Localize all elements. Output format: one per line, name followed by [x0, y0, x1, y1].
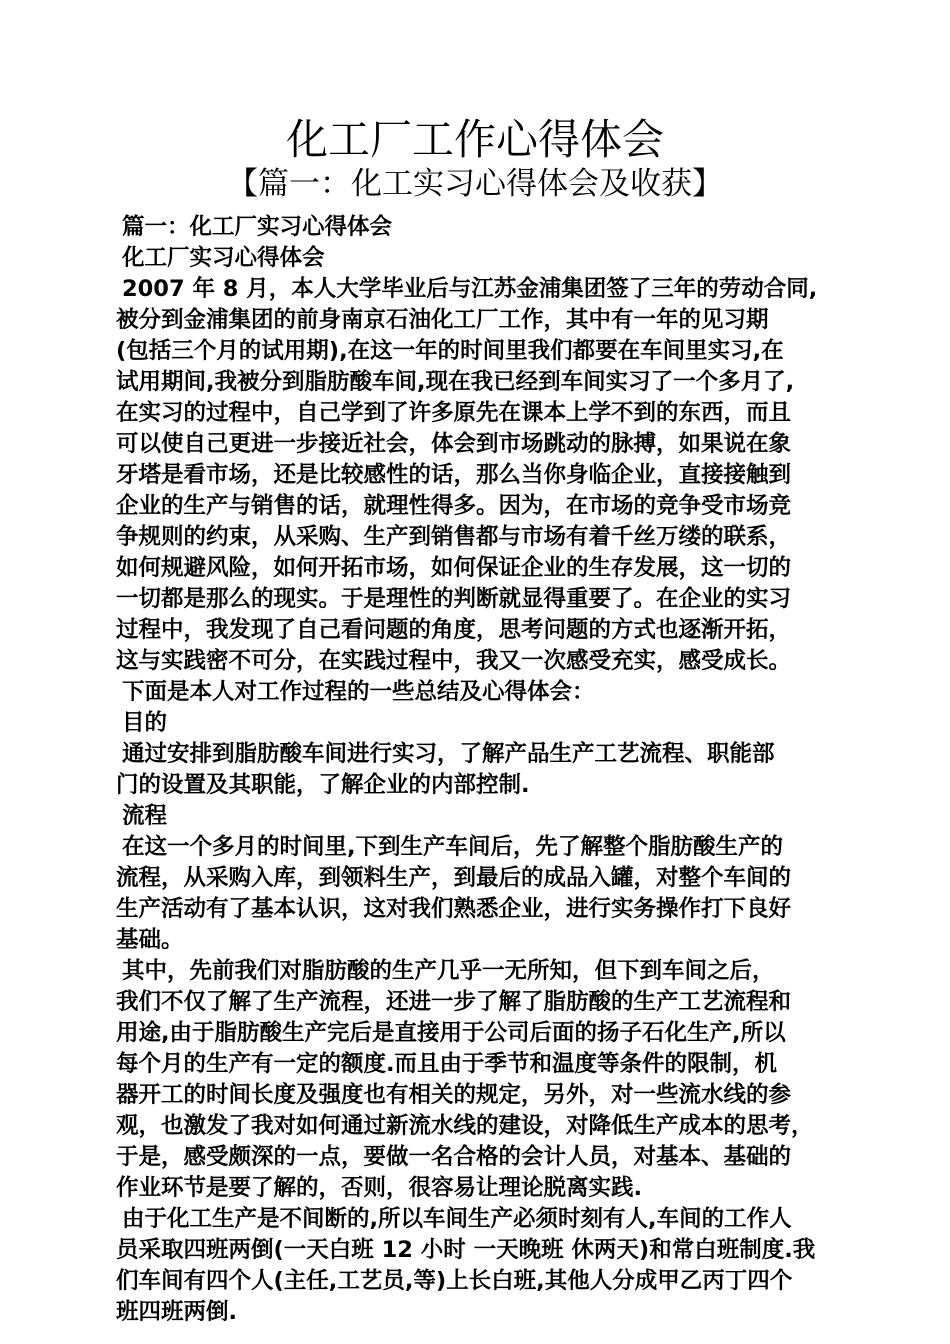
document-title: 化工厂工作心得体会: [285, 115, 664, 164]
body-line: 企业的生产与销售的话，就理性得多。因为，在市场的竞争受市场竞: [116, 493, 792, 519]
body-line: 在实习的过程中，自己学到了许多原先在课本上学不到的东西，而且: [116, 400, 792, 426]
body-line: 作业环节是要了解的，否则，很容易让理论脱离实践.: [116, 1175, 643, 1201]
body-line: 目的: [122, 710, 168, 736]
body-line: 2007 年 8 月，本人大学毕业后与江苏金浦集团签了三年的劳动合同,: [122, 276, 818, 302]
body-line: 试用期间,我被分到脂肪酸车间,现在我已经到车间实习了一个多月了,: [116, 369, 795, 395]
body-line: 用途,由于脂肪酸生产完后是直接用于公司后面的扬子石化生产,所以: [116, 1020, 786, 1046]
body-line: 这与实践密不可分，在实践过程中，我又一次感受充实，感受成长。: [116, 648, 792, 674]
body-line: 员采取四班两倒(一天白班 12 小时 一天晚班 休两天)和常白班制度.我: [116, 1237, 816, 1263]
body-line: 观，也激发了我对如何通过新流水线的建设，对降低生产成本的思考，: [116, 1113, 814, 1139]
body-line: 争规则的约束，从采购、生产到销售都与市场有着千丝万缕的联系，: [116, 524, 792, 550]
body-line: (包括三个月的试用期),在这一年的时间里我们都要在车间里实习,在: [116, 338, 784, 364]
body-line: 门的设置及其职能，了解企业的内部控制.: [116, 772, 530, 798]
body-line: 其中，先前我们对脂肪酸的生产几乎一无所知，但下到车间之后，: [122, 958, 775, 984]
body-line: 化工厂实习心得体会: [122, 245, 325, 271]
body-line: 过程中，我发现了自己看问题的角度，思考问题的方式也逐渐开拓，: [116, 617, 792, 643]
body-line: 牙塔是看市场，还是比较感性的话，那么当你身临企业，直接接触到: [116, 462, 792, 488]
body-line: 通过安排到脂肪酸车间进行实习，了解产品生产工艺流程、职能部: [122, 741, 775, 767]
body-line: 基础。: [116, 927, 184, 953]
body-line: 被分到金浦集团的前身南京石油化工厂工作，其中有一年的见习期: [116, 307, 769, 333]
body-line: 每个月的生产有一定的额度.而且由于季节和温度等条件的限制，机: [116, 1051, 778, 1077]
body-line: 篇一：化工厂实习心得体会: [122, 214, 393, 240]
body-line: 于是，感受颇深的一点，要做一名合格的会计人员，对基本、基础的: [116, 1144, 792, 1170]
body-line: 在这一个多月的时间里,下到生产车间后，先了解整个脂肪酸生产的: [122, 834, 784, 860]
body-line: 由于化工生产是不间断的,所以车间生产必须时刻有人,车间的工作人: [122, 1206, 792, 1232]
body-line: 器开工的时间长度及强度也有相关的规定，另外，对一些流水线的参: [116, 1082, 792, 1108]
body-line: 生产活动有了基本认识，这对我们熟悉企业，进行实务操作打下良好: [116, 896, 792, 922]
body-line: 可以使自己更进一步接近社会，体会到市场跳动的脉搏，如果说在象: [116, 431, 792, 457]
document-body: [116, 212, 846, 1328]
body-line: 我们不仅了解了生产流程，还进一步了解了脂肪酸的生产工艺流程和: [116, 989, 792, 1015]
body-line: 如何规避风险，如何开拓市场，如何保证企业的生存发展，这一切的: [116, 555, 792, 581]
document-subtitle: 【篇一：化工实习心得体会及收获】: [227, 166, 723, 202]
body-line: 流程，从采购入库，到领料生产，到最后的成品入罐，对整个车间的: [116, 865, 792, 891]
body-line: 下面是本人对工作过程的一些总结及心得体会：: [122, 679, 595, 705]
body-line: 一切都是那么的现实。于是理性的判断就显得重要了。在企业的实习: [116, 586, 792, 612]
body-line: 们车间有四个人(主任,工艺员,等)上长白班,其他人分成甲乙丙丁四个: [116, 1268, 793, 1294]
body-line: 班四班两倒.: [116, 1299, 238, 1325]
body-line: 流程: [122, 803, 168, 829]
